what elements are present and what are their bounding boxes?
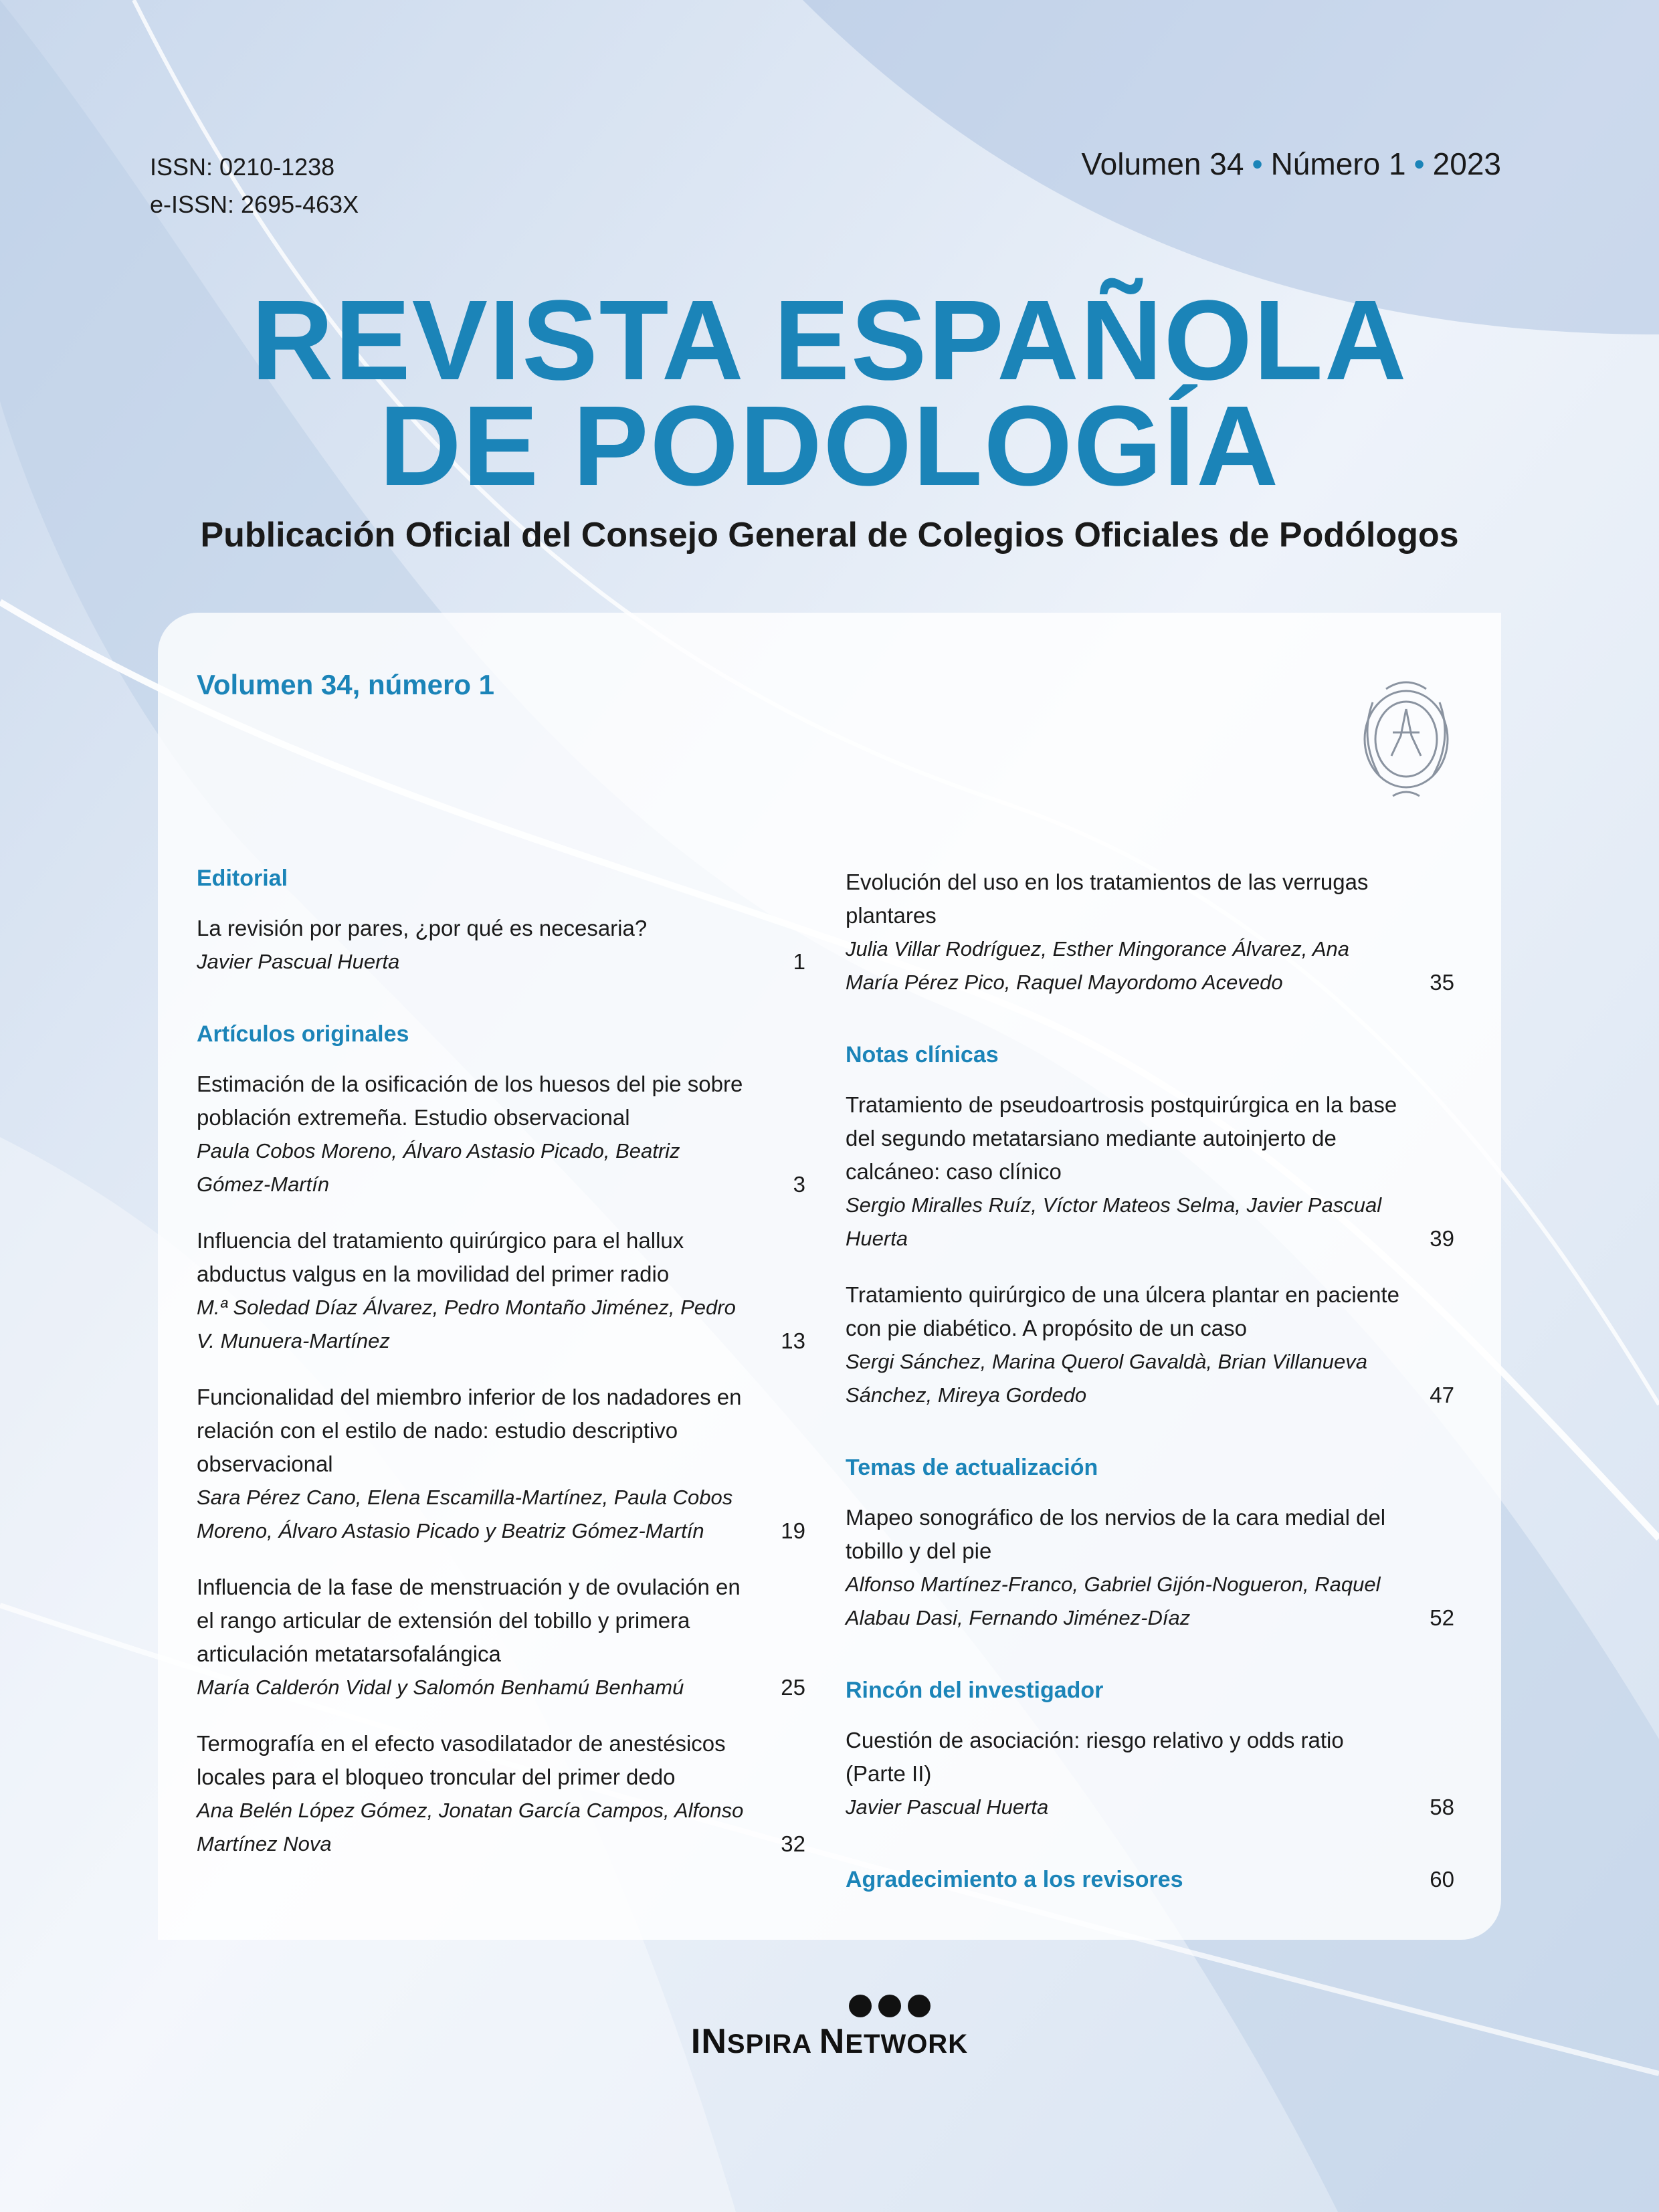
closing-label: Agradecimiento a los revisores bbox=[846, 1867, 1183, 1892]
entry-authors: Sergi Sánchez, Marina Querol Gavaldà, Brian Villanueva Sánchez, Mireya Gordedo bbox=[846, 1350, 1368, 1407]
entry-page: 25 bbox=[781, 1675, 805, 1700]
toc-entry bbox=[197, 912, 805, 979]
entry-title: Influencia del tratamiento quirúrgico para el hallux abductus valgus en la movilidad del primer radio bbox=[197, 1228, 684, 1286]
section-heading: Editorial bbox=[197, 866, 288, 891]
entry-title: Tratamiento quirúrgico de una úlcera plantar en paciente con pie diabético. A propósito de un caso bbox=[846, 1282, 1399, 1340]
entry-authors: Sergio Miralles Ruíz, Víctor Mateos Selma, Javier Pascual Huerta bbox=[846, 1193, 1382, 1250]
entry-authors: Julia Villar Rodríguez, Esther Mingorance Álvarez, Ana María Pérez Pico, Raquel Mayordomo Acevedo bbox=[846, 937, 1349, 994]
entry-page: 3 bbox=[793, 1172, 805, 1197]
toc-entry bbox=[197, 1224, 805, 1358]
entry-authors: María Calderón Vidal y Salomón Benhamú Benhamú bbox=[197, 1676, 684, 1699]
publisher-logo bbox=[0, 1995, 1659, 2062]
section-gap bbox=[197, 1884, 805, 1904]
entry-title: Mapeo sonográfico de los nervios de la cara medial del tobillo y del pie bbox=[846, 1505, 1386, 1563]
entry-authors: Sara Pérez Cano, Elena Escamilla-Martínez, Paula Cobos Moreno, Álvaro Astasio Picado y Beatriz Gómez-Martín bbox=[197, 1486, 733, 1542]
toc-entry bbox=[846, 1501, 1454, 1635]
section-gap bbox=[197, 1001, 805, 1021]
entry-authors: Alfonso Martínez-Franco, Gabriel Gijón-Nogueron, Raquel Alabau Dasi, Fernando Jiménez-Díaz bbox=[846, 1573, 1381, 1629]
title-line-2: DE PODOLOGÍA bbox=[379, 383, 1280, 510]
publisher-name: INSPIRA NETWORK bbox=[690, 2022, 969, 2061]
emblem-icon bbox=[1346, 669, 1466, 809]
entry-page: 13 bbox=[781, 1328, 805, 1353]
toc-entry bbox=[846, 1724, 1454, 1824]
toc-entry bbox=[846, 1278, 1454, 1412]
entry-authors: M.ª Soledad Díaz Álvarez, Pedro Montaño Jiménez, Pedro V. Munuera-Martínez bbox=[197, 1296, 736, 1352]
year: 2023 bbox=[1432, 146, 1501, 181]
logo-dots-icon bbox=[120, 1995, 1659, 2017]
contents-right-column bbox=[846, 866, 1454, 1893]
entry-page: 32 bbox=[781, 1831, 805, 1856]
number: Número 1 bbox=[1270, 146, 1406, 181]
separator: • bbox=[1413, 146, 1425, 181]
entry-page: 35 bbox=[1430, 970, 1454, 995]
entry-page: 19 bbox=[781, 1518, 805, 1543]
entry-title: Influencia de la fase de menstruación y de ovulación en el rango articular de extensión del tobillo y primera articulación metatarsofalángica bbox=[197, 1575, 741, 1666]
entry-title: Tratamiento de pseudoartrosis postquirúrgica en la base del segundo metatarsiano mediante autoinjerto de calcáneo: caso clínico bbox=[846, 1092, 1397, 1184]
entry-title: La revisión por pares, ¿por qué es necesaria? bbox=[197, 916, 648, 940]
entry-authors: Javier Pascual Huerta bbox=[197, 950, 400, 973]
entry-title: Estimación de la osificación de los huesos del pie sobre población extremeña. Estudio observacional bbox=[197, 1072, 743, 1130]
issn-block bbox=[150, 148, 359, 223]
closing-page: 60 bbox=[1430, 1867, 1454, 1892]
section-heading: Rincón del investigador bbox=[846, 1678, 1104, 1703]
entry-authors: Paula Cobos Moreno, Álvaro Astasio Picado, Beatriz Gómez-Martín bbox=[197, 1139, 680, 1196]
entry-title: Funcionalidad del miembro inferior de los nadadores en relación con el estilo de nado: estudio descriptivo observacional bbox=[197, 1385, 742, 1476]
journal-subtitle: Publicación Oficial del Consejo General de Colegios Oficiales de Podólogos bbox=[200, 516, 1459, 555]
title-line-1: REVISTA ESPAÑOLA bbox=[251, 277, 1408, 404]
section-heading: Temas de actualización bbox=[846, 1455, 1098, 1480]
entry-title: Termografía en el efecto vasodilatador de anestésicos locales para el bloqueo troncular del primer dedo bbox=[197, 1731, 726, 1789]
toc-entry bbox=[197, 1381, 805, 1548]
toc-entry bbox=[197, 1571, 805, 1704]
toc-entry bbox=[197, 1727, 805, 1861]
toc-entry bbox=[846, 866, 1454, 999]
entry-authors: Ana Belén López Gómez, Jonatan García Campos, Alfonso Martínez Nova bbox=[197, 1799, 744, 1855]
section-gap bbox=[846, 1022, 1454, 1042]
closing-section bbox=[846, 1867, 1454, 1893]
entry-page: 58 bbox=[1430, 1795, 1454, 1819]
entry-authors: Javier Pascual Huerta bbox=[846, 1795, 1049, 1819]
section-heading: Artículos originales bbox=[197, 1021, 409, 1047]
section-gap bbox=[846, 1435, 1454, 1455]
entry-page: 52 bbox=[1430, 1605, 1454, 1630]
section-gap bbox=[846, 1847, 1454, 1867]
issue-info bbox=[1082, 146, 1502, 182]
entry-page: 39 bbox=[1430, 1226, 1454, 1251]
section-heading: Notas clínicas bbox=[846, 1042, 999, 1068]
separator: • bbox=[1252, 146, 1263, 181]
toc-entry bbox=[197, 1068, 805, 1201]
entry-title: Evolución del uso en los tratamientos de las verrugas plantares bbox=[846, 870, 1369, 928]
toc-entry bbox=[846, 1088, 1454, 1255]
entry-page: 47 bbox=[1430, 1383, 1454, 1407]
issn: ISSN: 0210-1238 bbox=[150, 153, 335, 181]
contents-left-column bbox=[197, 866, 805, 1904]
section-gap bbox=[846, 1657, 1454, 1678]
journal-title bbox=[0, 277, 1659, 510]
contents-volume-label: Volumen 34, número 1 bbox=[197, 669, 494, 700]
eissn: e-ISSN: 2695-463X bbox=[150, 191, 359, 218]
entry-title: Cuestión de asociación: riesgo relativo y odds ratio (Parte II) bbox=[846, 1728, 1344, 1786]
volume: Volumen 34 bbox=[1081, 146, 1244, 181]
entry-page: 1 bbox=[793, 949, 805, 974]
